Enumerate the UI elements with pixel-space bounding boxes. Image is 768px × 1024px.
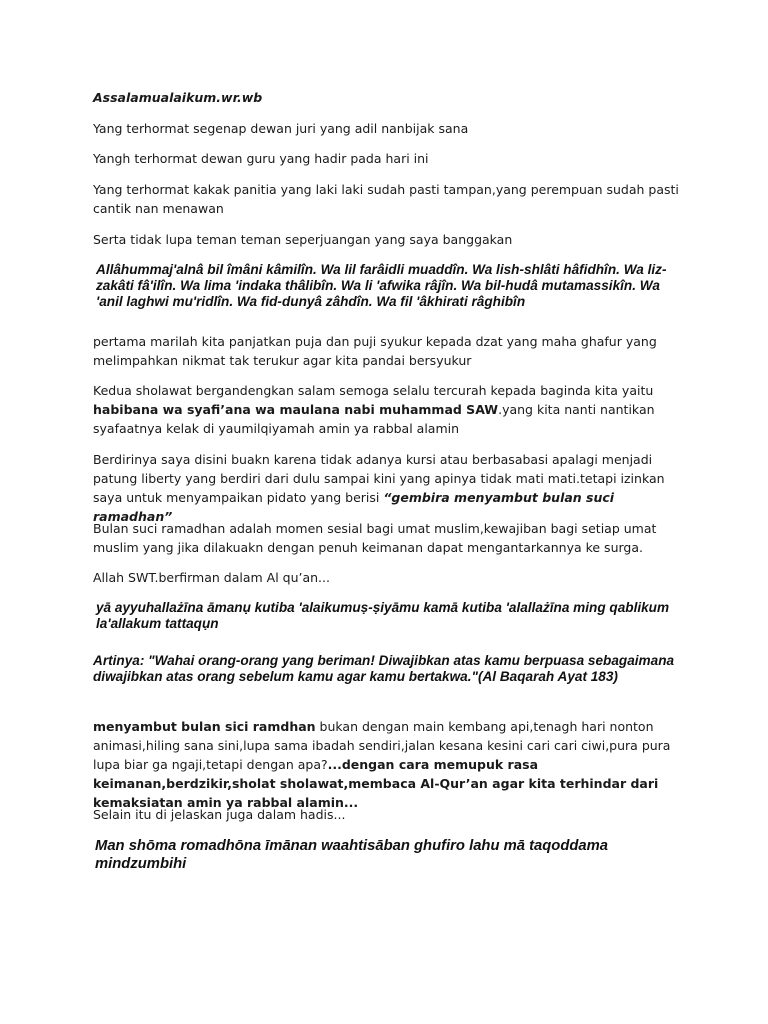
menyambut-bold-lead: menyambut bulan sici ramdhan <box>93 719 316 734</box>
salutation-4: Serta tidak lupa teman teman seperjuangan yang saya banggakan <box>93 232 513 247</box>
hadis-intro: Selain itu di jelaskan juga dalam hadis... <box>93 807 346 822</box>
paragraph-menyambut <box>93 717 683 812</box>
paragraph-berdiri <box>93 450 683 526</box>
sholawat-bold: habibana wa syafi’ana wa maulana nabi muhammad SAW <box>93 402 499 417</box>
ayat-transliteration: yā ayyuhallażīna āmanụ kutiba 'alaikumuṣ-ṣiyāmu kamā kutiba 'alallażīna ming qablikum la'allakum tattaqụn <box>96 600 670 631</box>
berdiri-lead: Berdirinya saya disini buakn karena tidak adanya kursi atau berbasabasi apalagi menjadi patung liberty yang berdiri dari dulu sampai kini yang apinya tidak mati mati.tetapi izinkan saya untuk menyampaikan pidato yang berisi <box>93 452 665 505</box>
greeting: Assalamualaikum.wr.wb <box>93 90 263 105</box>
paragraph-sholawat <box>93 381 683 438</box>
firman-intro: Allah SWT.berfirman dalam Al qu’an... <box>93 570 330 585</box>
menyambut-mid: bukan dengan main kembang api,tenagh hari nonton animasi,hiling sana sini,lupa sama ibadah sendiri,jalan kesana kesini cari cari ciwi,pura pura lupa biar ga ngaji,tetapi dengan apa? <box>93 719 671 772</box>
paragraph-bulan-suci: Bulan suci ramadhan adalah momen sesial bagi umat muslim,kewajiban bagi setiap umat muslim yang jika dilakuakn dengan penuh keimanan dapat mengantarkannya ke surga. <box>93 521 657 555</box>
doa-arabic-transliteration: Allâhummaj'alnâ bil îmâni kâmilîn. Wa lil farâidli muaddîn. Wa lish-shlâti hâfidhîn. Wa liz-zakâti fâ'ilîn. Wa lima 'indaka thâlibîn. Wa li 'afwika râjîn. Wa bil-hudâ mutamassikîn. Wa 'anil laghwi mu'ridlîn. Wa fid-dunyâ zâhdîn. Wa fil 'âkhirati râghibîn <box>96 262 667 309</box>
salutation-3: Yang terhormat kakak panitia yang laki laki sudah pasti tampan,yang perempuan sudah pasti cantik nan menawan <box>93 182 679 216</box>
sholawat-tail: .yang kita nanti nantikan syafaatnya kelak di yaumilqiyamah amin ya rabbal alamin <box>93 402 655 436</box>
salutation-1: Yang terhormat segenap dewan juri yang adil nanbijak sana <box>93 121 469 136</box>
salutation-2: Yangh terhormat dewan guru yang hadir pada hari ini <box>93 151 429 166</box>
menyambut-bold-tail: ...dengan cara memupuk rasa keimanan,berdzikir,sholat sholawat,membaca Al-Qur’an agar kita terhindar dari kemaksiatan amin ya rabbal alamin... <box>93 757 659 810</box>
paragraph-syukur: pertama marilah kita panjatkan puja dan puji syukur kepada dzat yang maha ghafur yang melimpahkan nikmat tak terukur agar kita pandai bersyukur <box>93 334 657 368</box>
hadis-transliteration: Man shōma romadhōna īmānan waahtisāban ghufiro lahu mā taqoddama mindzumbihi <box>95 838 609 872</box>
sholawat-lead: Kedua sholawat bergandengkan salam semoga selalu tercurah kepada baginda kita yaitu <box>93 383 654 398</box>
artinya-translation: Artinya: "Wahai orang-orang yang beriman! Diwajibkan atas kamu berpuasa sebagaimana diwajibkan atas orang sebelum kamu agar kamu bertakwa."(Al Baqarah Ayat 183) <box>93 653 675 684</box>
speech-title: “gembira menyambut bulan suci ramadhan” <box>93 490 615 524</box>
